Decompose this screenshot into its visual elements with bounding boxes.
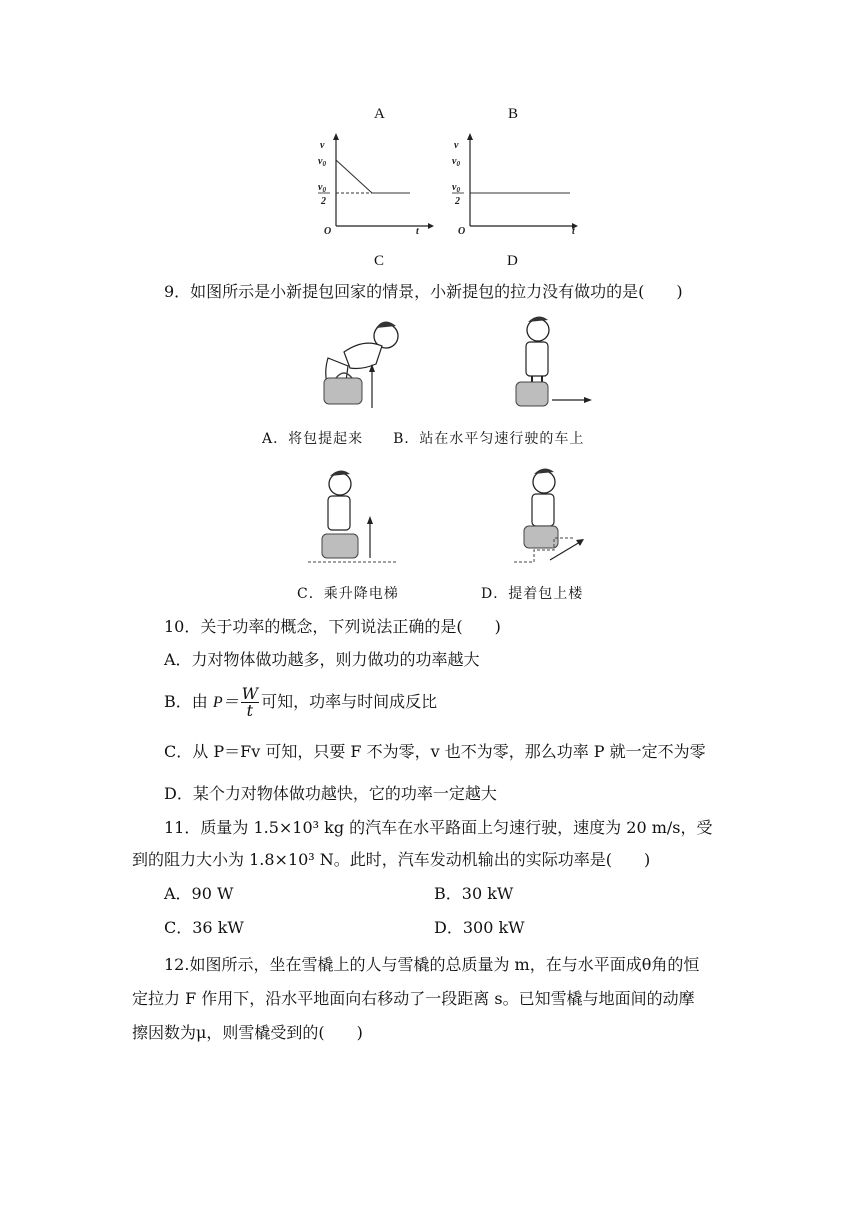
q9-stem: 9．如图所示是小新提包回家的情景，小新提包的拉力没有做功的是( ) (164, 282, 683, 301)
q10-b-suffix: 可知，功率与时间成反比 (261, 692, 438, 711)
svg-text:v0: $v_0$ (318, 182, 326, 194)
q11-line1: 11．质量为 1.5×10³ kg 的汽车在水平路面上匀速行驶，速度为 20 m/s，受 (164, 818, 713, 837)
graph-label-b: B (508, 106, 519, 122)
illustration-elevator (308, 466, 398, 566)
graph-c (310, 130, 440, 240)
q11-option-a: A．90 W (164, 884, 234, 903)
svg-text:v: v (454, 140, 459, 151)
q12-line1: 12.如图所示，坐在雪橇上的人与雪橇的总质量为 m，在与水平面成θ角的恒 (164, 955, 700, 974)
illustration-lift-bag (318, 312, 408, 412)
svg-text:t: t (572, 226, 575, 237)
q10-option-d: D．某个力对物体做功越快，它的功率一定越大 (164, 784, 497, 803)
q12-line2: 定拉力 F 作用下，沿水平地面向右移动了一段距离 s。已知雪橇与地面间的动摩 (132, 989, 695, 1008)
svg-text:O: O (458, 226, 466, 237)
illustration-stairs (510, 466, 600, 566)
q10-b-formula-lhs: P＝ (212, 694, 239, 711)
q10-option-b (164, 684, 437, 721)
q12-line3: 擦因数为μ，则雪橇受到的( ) (132, 1023, 363, 1042)
graph-label-a: A (374, 106, 385, 122)
q10-stem: 10．关于功率的概念，下列说法正确的是( ) (164, 617, 501, 636)
q10-b-frac-num: W (241, 684, 259, 703)
q10-b-prefix: B．由 (164, 692, 208, 711)
q9-caption-c: C．乘升降电梯 (297, 586, 399, 602)
q10-option-a: A．力对物体做功越多，则力做功的功率越大 (164, 650, 480, 669)
svg-text:t: t (416, 226, 419, 237)
svg-text:2: 2 (321, 196, 326, 207)
svg-text:v0: $v_0$ (452, 182, 460, 194)
q9-caption-ab: A．将包提起来 B．站在水平匀速行驶的车上 (262, 431, 585, 447)
q11-option-c: C．36 kW (164, 918, 244, 937)
q11-line2: 到的阻力大小为 1.8×10³ N。此时，汽车发动机输出的实际功率是( ) (132, 850, 651, 869)
q10-option-c: C．从 P＝Fv 可知，只要 F 不为零，v 也不为零，那么功率 P 就一定不为零 (164, 742, 706, 761)
graph-label-c: C (374, 253, 385, 269)
svg-text:2: 2 (455, 196, 460, 207)
graph-label-d: D (507, 253, 518, 269)
svg-text:v: v (320, 140, 325, 151)
q11-option-d: D．300 kW (434, 918, 525, 937)
illustration-on-vehicle (510, 312, 600, 412)
q10-b-frac-den: t (246, 701, 254, 720)
graph-d (446, 130, 576, 240)
svg-text:O: O (324, 226, 332, 237)
q11-option-b: B．30 kW (434, 884, 514, 903)
q10-b-fraction (241, 686, 259, 719)
q9-caption-d: D．提着包上楼 (481, 586, 584, 602)
svg-text:v0: $v_0$ (452, 156, 460, 168)
svg-text:v0: $v_0$ (318, 156, 326, 168)
